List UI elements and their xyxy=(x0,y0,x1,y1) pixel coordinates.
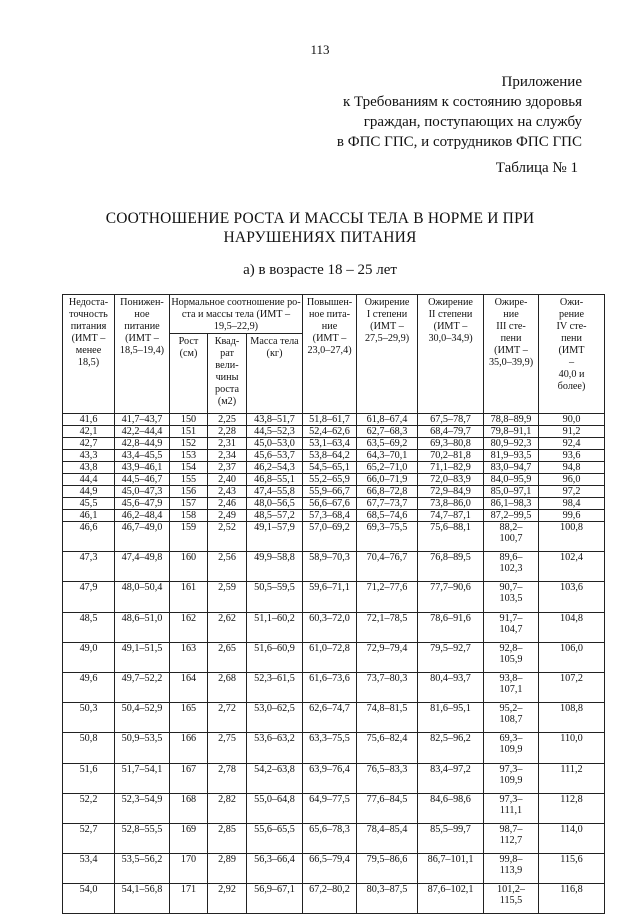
cell-underweight: 50,8 xyxy=(63,733,115,763)
cell-height: 170 xyxy=(170,854,208,884)
cell-mass: 55,6–65,5 xyxy=(247,823,303,853)
cell-obesity-3: 83,0–94,7 xyxy=(484,462,539,474)
header-obesity-2: Ожирение II степени (ИМТ – 30,0–34,9) xyxy=(418,295,484,414)
cell-increased: 63,3–75,5 xyxy=(303,733,357,763)
cell-obesity-3: 89,6– 102,3 xyxy=(484,552,539,582)
cell-reduced: 50,4–52,9 xyxy=(115,703,170,733)
cell-increased: 62,6–74,7 xyxy=(303,703,357,733)
cell-obesity-3: 91,7– 104,7 xyxy=(484,612,539,642)
cell-obesity-4: 112,8 xyxy=(539,793,605,823)
cell-height-squared: 2,49 xyxy=(208,510,247,522)
cell-obesity-4: 115,6 xyxy=(539,854,605,884)
cell-height: 169 xyxy=(170,823,208,853)
cell-obesity-4: 116,8 xyxy=(539,884,605,914)
cell-obesity-3: 92,8– 105,9 xyxy=(484,642,539,672)
cell-obesity-3: 79,8–91,1 xyxy=(484,426,539,438)
cell-obesity-3: 93,8– 107,1 xyxy=(484,672,539,702)
table-row xyxy=(63,450,605,462)
cell-height: 162 xyxy=(170,612,208,642)
table-row xyxy=(63,438,605,450)
table-title-line-2: НАРУШЕНИЯХ ПИТАНИЯ xyxy=(223,229,417,246)
cell-obesity-1: 72,1–78,5 xyxy=(357,612,418,642)
cell-height: 159 xyxy=(170,522,208,552)
cell-reduced: 51,7–54,1 xyxy=(115,763,170,793)
cell-obesity-4: 99,6 xyxy=(539,510,605,522)
cell-mass: 48,0–56,5 xyxy=(247,498,303,510)
cell-increased: 66,5–79,4 xyxy=(303,854,357,884)
cell-obesity-3: 81,9–93,5 xyxy=(484,450,539,462)
table-row xyxy=(63,474,605,486)
cell-increased: 57,3–68,4 xyxy=(303,510,357,522)
table-row xyxy=(63,582,605,612)
cell-obesity-2: 71,1–82,9 xyxy=(418,462,484,474)
cell-underweight: 43,8 xyxy=(63,462,115,474)
cell-reduced: 43,4–45,5 xyxy=(115,450,170,462)
cell-mass: 56,9–67,1 xyxy=(247,884,303,914)
cell-mass: 50,5–59,5 xyxy=(247,582,303,612)
cell-obesity-4: 98,4 xyxy=(539,498,605,510)
cell-increased: 56,6–67,6 xyxy=(303,498,357,510)
cell-mass: 52,3–61,5 xyxy=(247,672,303,702)
cell-height: 160 xyxy=(170,552,208,582)
cell-height-squared: 2,31 xyxy=(208,438,247,450)
cell-obesity-4: 93,6 xyxy=(539,450,605,462)
header-obesity-4: Ожи- рение IV сте- пени (ИМТ – 40,0 и более) xyxy=(539,295,605,414)
cell-obesity-4: 97,2 xyxy=(539,486,605,498)
table-row xyxy=(63,733,605,763)
table-body xyxy=(63,414,605,914)
appendix-line-3: граждан, поступающих на службу xyxy=(363,114,582,130)
cell-underweight: 42,7 xyxy=(63,438,115,450)
cell-obesity-1: 66,8–72,8 xyxy=(357,486,418,498)
cell-reduced: 49,1–51,5 xyxy=(115,642,170,672)
cell-obesity-1: 71,2–77,6 xyxy=(357,582,418,612)
cell-height-squared: 2,34 xyxy=(208,450,247,462)
cell-height-squared: 2,28 xyxy=(208,426,247,438)
header-increased-nutrition: Повышен- ное пита- ние (ИМТ – 23,0–27,4) xyxy=(303,295,357,414)
cell-obesity-2: 68,4–79,7 xyxy=(418,426,484,438)
cell-reduced: 41,7–43,7 xyxy=(115,414,170,426)
cell-underweight: 52,2 xyxy=(63,793,115,823)
cell-obesity-4: 91,2 xyxy=(539,426,605,438)
table-row xyxy=(63,854,605,884)
cell-reduced: 45,0–47,3 xyxy=(115,486,170,498)
cell-height: 157 xyxy=(170,498,208,510)
cell-height-squared: 2,56 xyxy=(208,552,247,582)
cell-obesity-2: 73,8–86,0 xyxy=(418,498,484,510)
cell-obesity-4: 104,8 xyxy=(539,612,605,642)
cell-obesity-2: 81,6–95,1 xyxy=(418,703,484,733)
cell-increased: 53,1–63,4 xyxy=(303,438,357,450)
cell-obesity-1: 62,7–68,3 xyxy=(357,426,418,438)
cell-obesity-2: 83,4–97,2 xyxy=(418,763,484,793)
cell-height-squared: 2,82 xyxy=(208,793,247,823)
cell-underweight: 53,4 xyxy=(63,854,115,884)
cell-obesity-2: 84,6–98,6 xyxy=(418,793,484,823)
header-normal-ratio: Нормальное соотношение ро- ста и массы тела (ИМТ – 19,5–22,9) xyxy=(170,295,303,334)
header-obesity-3: Ожире- ние III сте- пени (ИМТ – 35,0–39,9) xyxy=(484,295,539,414)
cell-height-squared: 2,62 xyxy=(208,612,247,642)
cell-underweight: 43,3 xyxy=(63,450,115,462)
cell-obesity-3: 87,2–99,5 xyxy=(484,510,539,522)
cell-height-squared: 2,68 xyxy=(208,672,247,702)
cell-obesity-2: 82,5–96,2 xyxy=(418,733,484,763)
header-underweight: Недоста- точность питания (ИМТ – менее 18,5) xyxy=(63,295,115,414)
cell-underweight: 47,9 xyxy=(63,582,115,612)
cell-obesity-3: 84,0–95,9 xyxy=(484,474,539,486)
cell-obesity-1: 61,8–67,4 xyxy=(357,414,418,426)
cell-height-squared: 2,78 xyxy=(208,763,247,793)
table-number: Таблица № 1 xyxy=(495,160,578,176)
cell-underweight: 50,3 xyxy=(63,703,115,733)
table-row xyxy=(63,510,605,522)
cell-mass: 53,6–63,2 xyxy=(247,733,303,763)
cell-obesity-2: 67,5–78,7 xyxy=(418,414,484,426)
cell-obesity-2: 85,5–99,7 xyxy=(418,823,484,853)
cell-height: 155 xyxy=(170,474,208,486)
cell-underweight: 45,5 xyxy=(63,498,115,510)
cell-obesity-2: 69,3–80,8 xyxy=(418,438,484,450)
cell-increased: 67,2–80,2 xyxy=(303,884,357,914)
cell-obesity-4: 96,0 xyxy=(539,474,605,486)
cell-underweight: 44,9 xyxy=(63,486,115,498)
cell-height: 150 xyxy=(170,414,208,426)
cell-height: 168 xyxy=(170,793,208,823)
cell-height-squared: 2,72 xyxy=(208,703,247,733)
cell-mass: 47,4–55,8 xyxy=(247,486,303,498)
cell-height: 158 xyxy=(170,510,208,522)
height-weight-table xyxy=(62,294,605,914)
cell-height-squared: 2,37 xyxy=(208,462,247,474)
cell-obesity-4: 103,6 xyxy=(539,582,605,612)
cell-height-squared: 2,46 xyxy=(208,498,247,510)
cell-height: 163 xyxy=(170,642,208,672)
cell-obesity-2: 72,9–84,9 xyxy=(418,486,484,498)
cell-height: 165 xyxy=(170,703,208,733)
cell-obesity-1: 65,2–71,0 xyxy=(357,462,418,474)
cell-obesity-1: 75,6–82,4 xyxy=(357,733,418,763)
cell-obesity-1: 76,5–83,3 xyxy=(357,763,418,793)
cell-mass: 53,0–62,5 xyxy=(247,703,303,733)
cell-obesity-2: 87,6–102,1 xyxy=(418,884,484,914)
cell-reduced: 48,6–51,0 xyxy=(115,612,170,642)
cell-underweight: 48,5 xyxy=(63,612,115,642)
cell-increased: 60,3–72,0 xyxy=(303,612,357,642)
cell-mass: 56,3–66,4 xyxy=(247,854,303,884)
cell-underweight: 44,4 xyxy=(63,474,115,486)
cell-underweight: 51,6 xyxy=(63,763,115,793)
header-reduced-nutrition: Понижен- ное питание (ИМТ – 18,5–19,4) xyxy=(115,295,170,414)
cell-height: 164 xyxy=(170,672,208,702)
cell-reduced: 53,5–56,2 xyxy=(115,854,170,884)
cell-increased: 55,2–65,9 xyxy=(303,474,357,486)
cell-height: 153 xyxy=(170,450,208,462)
cell-obesity-3: 88,2– 100,7 xyxy=(484,522,539,552)
cell-height: 154 xyxy=(170,462,208,474)
header-height: Рост (см) xyxy=(170,334,208,414)
cell-obesity-4: 106,0 xyxy=(539,642,605,672)
cell-height-squared: 2,85 xyxy=(208,823,247,853)
cell-increased: 51,8–61,7 xyxy=(303,414,357,426)
age-group-subtitle: а) в возрасте 18 – 25 лет xyxy=(243,262,397,278)
appendix-line-2: к Требованиям к состоянию здоровья xyxy=(343,94,582,110)
cell-mass: 45,6–53,7 xyxy=(247,450,303,462)
cell-underweight: 42,1 xyxy=(63,426,115,438)
table-row xyxy=(63,522,605,552)
cell-obesity-2: 76,8–89,5 xyxy=(418,552,484,582)
table-row xyxy=(63,552,605,582)
cell-obesity-3: 99,8– 113,9 xyxy=(484,854,539,884)
cell-increased: 63,9–76,4 xyxy=(303,763,357,793)
cell-reduced: 46,7–49,0 xyxy=(115,522,170,552)
cell-reduced: 46,2–48,4 xyxy=(115,510,170,522)
cell-obesity-3: 69,3– 109,9 xyxy=(484,733,539,763)
cell-height-squared: 2,89 xyxy=(208,854,247,884)
cell-height-squared: 2,92 xyxy=(208,884,247,914)
cell-obesity-3: 97,3– 109,9 xyxy=(484,763,539,793)
appendix-line-4: в ФПС ГПС, и сотрудников ФПС ГПС xyxy=(336,134,582,150)
cell-obesity-4: 90,0 xyxy=(539,414,605,426)
table-row xyxy=(63,498,605,510)
cell-obesity-4: 92,4 xyxy=(539,438,605,450)
cell-increased: 55,9–66,7 xyxy=(303,486,357,498)
header-body-mass: Масса тела (кг) xyxy=(247,334,303,414)
header-height-squared: Квад- рат вели- чины роста (м2) xyxy=(208,334,247,414)
cell-height-squared: 2,43 xyxy=(208,486,247,498)
cell-mass: 44,5–52,3 xyxy=(247,426,303,438)
cell-obesity-3: 101,2– 115,5 xyxy=(484,884,539,914)
table-row xyxy=(63,462,605,474)
cell-height-squared: 2,52 xyxy=(208,522,247,552)
cell-mass: 51,1–60,2 xyxy=(247,612,303,642)
cell-increased: 52,4–62,6 xyxy=(303,426,357,438)
cell-obesity-4: 114,0 xyxy=(539,823,605,853)
cell-increased: 61,6–73,6 xyxy=(303,672,357,702)
cell-obesity-1: 64,3–70,1 xyxy=(357,450,418,462)
cell-reduced: 43,9–46,1 xyxy=(115,462,170,474)
cell-height-squared: 2,59 xyxy=(208,582,247,612)
cell-obesity-1: 66,0–71,9 xyxy=(357,474,418,486)
cell-increased: 54,5–65,1 xyxy=(303,462,357,474)
cell-obesity-1: 80,3–87,5 xyxy=(357,884,418,914)
cell-obesity-4: 111,2 xyxy=(539,763,605,793)
cell-reduced: 52,8–55,5 xyxy=(115,823,170,853)
cell-obesity-2: 86,7–101,1 xyxy=(418,854,484,884)
cell-obesity-1: 74,8–81,5 xyxy=(357,703,418,733)
cell-increased: 61,0–72,8 xyxy=(303,642,357,672)
table-row xyxy=(63,823,605,853)
cell-height: 152 xyxy=(170,438,208,450)
cell-increased: 65,6–78,3 xyxy=(303,823,357,853)
page-number: 113 xyxy=(310,42,330,57)
cell-obesity-3: 90,7– 103,5 xyxy=(484,582,539,612)
cell-increased: 64,9–77,5 xyxy=(303,793,357,823)
cell-obesity-4: 107,2 xyxy=(539,672,605,702)
cell-reduced: 44,5–46,7 xyxy=(115,474,170,486)
cell-obesity-2: 77,7–90,6 xyxy=(418,582,484,612)
cell-obesity-2: 74,7–87,1 xyxy=(418,510,484,522)
cell-reduced: 45,6–47,9 xyxy=(115,498,170,510)
cell-obesity-1: 63,5–69,2 xyxy=(357,438,418,450)
table-row xyxy=(63,884,605,914)
header-obesity-1: Ожирение I степени (ИМТ – 27,5–29,9) xyxy=(357,295,418,414)
table-row xyxy=(63,414,605,426)
cell-reduced: 47,4–49,8 xyxy=(115,552,170,582)
cell-obesity-3: 97,3– 111,1 xyxy=(484,793,539,823)
cell-obesity-4: 94,8 xyxy=(539,462,605,474)
cell-mass: 46,8–55,1 xyxy=(247,474,303,486)
cell-increased: 57,0–69,2 xyxy=(303,522,357,552)
cell-obesity-1: 69,3–75,5 xyxy=(357,522,418,552)
cell-obesity-3: 95,2– 108,7 xyxy=(484,703,539,733)
cell-mass: 51,6–60,9 xyxy=(247,642,303,672)
table-row xyxy=(63,763,605,793)
cell-obesity-3: 86,1–98,3 xyxy=(484,498,539,510)
cell-obesity-2: 72,0–83,9 xyxy=(418,474,484,486)
cell-underweight: 46,6 xyxy=(63,522,115,552)
cell-height-squared: 2,65 xyxy=(208,642,247,672)
cell-mass: 55,0–64,8 xyxy=(247,793,303,823)
cell-reduced: 49,7–52,2 xyxy=(115,672,170,702)
cell-increased: 58,9–70,3 xyxy=(303,552,357,582)
cell-obesity-1: 68,5–74,6 xyxy=(357,510,418,522)
appendix-line-1: Приложение xyxy=(501,74,582,90)
cell-obesity-1: 70,4–76,7 xyxy=(357,552,418,582)
cell-height-squared: 2,25 xyxy=(208,414,247,426)
table-title-line-1: СООТНОШЕНИЕ РОСТА И МАССЫ ТЕЛА В НОРМЕ И ПРИ xyxy=(105,210,535,227)
cell-height: 161 xyxy=(170,582,208,612)
cell-height: 167 xyxy=(170,763,208,793)
cell-reduced: 50,9–53,5 xyxy=(115,733,170,763)
cell-obesity-2: 79,5–92,7 xyxy=(418,642,484,672)
cell-obesity-4: 110,0 xyxy=(539,733,605,763)
table-row xyxy=(63,642,605,672)
cell-underweight: 54,0 xyxy=(63,884,115,914)
table-row xyxy=(63,703,605,733)
cell-reduced: 42,2–44,4 xyxy=(115,426,170,438)
table-row xyxy=(63,426,605,438)
cell-underweight: 41,6 xyxy=(63,414,115,426)
table-row xyxy=(63,612,605,642)
cell-obesity-2: 75,6–88,1 xyxy=(418,522,484,552)
cell-reduced: 52,3–54,9 xyxy=(115,793,170,823)
cell-height: 166 xyxy=(170,733,208,763)
cell-obesity-3: 98,7– 112,7 xyxy=(484,823,539,853)
cell-increased: 53,8–64,2 xyxy=(303,450,357,462)
cell-height: 171 xyxy=(170,884,208,914)
cell-obesity-2: 70,2–81,8 xyxy=(418,450,484,462)
cell-obesity-1: 78,4–85,4 xyxy=(357,823,418,853)
cell-height-squared: 2,40 xyxy=(208,474,247,486)
cell-mass: 46,2–54,3 xyxy=(247,462,303,474)
cell-mass: 43,8–51,7 xyxy=(247,414,303,426)
cell-mass: 54,2–63,8 xyxy=(247,763,303,793)
cell-mass: 49,9–58,8 xyxy=(247,552,303,582)
cell-reduced: 48,0–50,4 xyxy=(115,582,170,612)
cell-obesity-1: 77,6–84,5 xyxy=(357,793,418,823)
cell-height-squared: 2,75 xyxy=(208,733,247,763)
cell-obesity-1: 79,5–86,6 xyxy=(357,854,418,884)
cell-obesity-1: 73,7–80,3 xyxy=(357,672,418,702)
cell-obesity-1: 72,9–79,4 xyxy=(357,642,418,672)
table-row xyxy=(63,486,605,498)
cell-mass: 49,1–57,9 xyxy=(247,522,303,552)
cell-obesity-4: 102,4 xyxy=(539,552,605,582)
cell-reduced: 54,1–56,8 xyxy=(115,884,170,914)
cell-underweight: 46,1 xyxy=(63,510,115,522)
cell-obesity-3: 78,8–89,9 xyxy=(484,414,539,426)
cell-obesity-4: 108,8 xyxy=(539,703,605,733)
cell-obesity-2: 78,6–91,6 xyxy=(418,612,484,642)
cell-underweight: 52,7 xyxy=(63,823,115,853)
cell-increased: 59,6–71,1 xyxy=(303,582,357,612)
cell-height: 156 xyxy=(170,486,208,498)
cell-mass: 48,5–57,2 xyxy=(247,510,303,522)
cell-underweight: 49,6 xyxy=(63,672,115,702)
cell-obesity-2: 80,4–93,7 xyxy=(418,672,484,702)
cell-reduced: 42,8–44,9 xyxy=(115,438,170,450)
table-row xyxy=(63,672,605,702)
cell-obesity-3: 80,9–92,3 xyxy=(484,438,539,450)
cell-obesity-1: 67,7–73,7 xyxy=(357,498,418,510)
cell-height: 151 xyxy=(170,426,208,438)
cell-obesity-4: 100,8 xyxy=(539,522,605,552)
cell-underweight: 47,3 xyxy=(63,552,115,582)
cell-underweight: 49,0 xyxy=(63,642,115,672)
table-row xyxy=(63,793,605,823)
cell-obesity-3: 85,0–97,1 xyxy=(484,486,539,498)
cell-mass: 45,0–53,0 xyxy=(247,438,303,450)
